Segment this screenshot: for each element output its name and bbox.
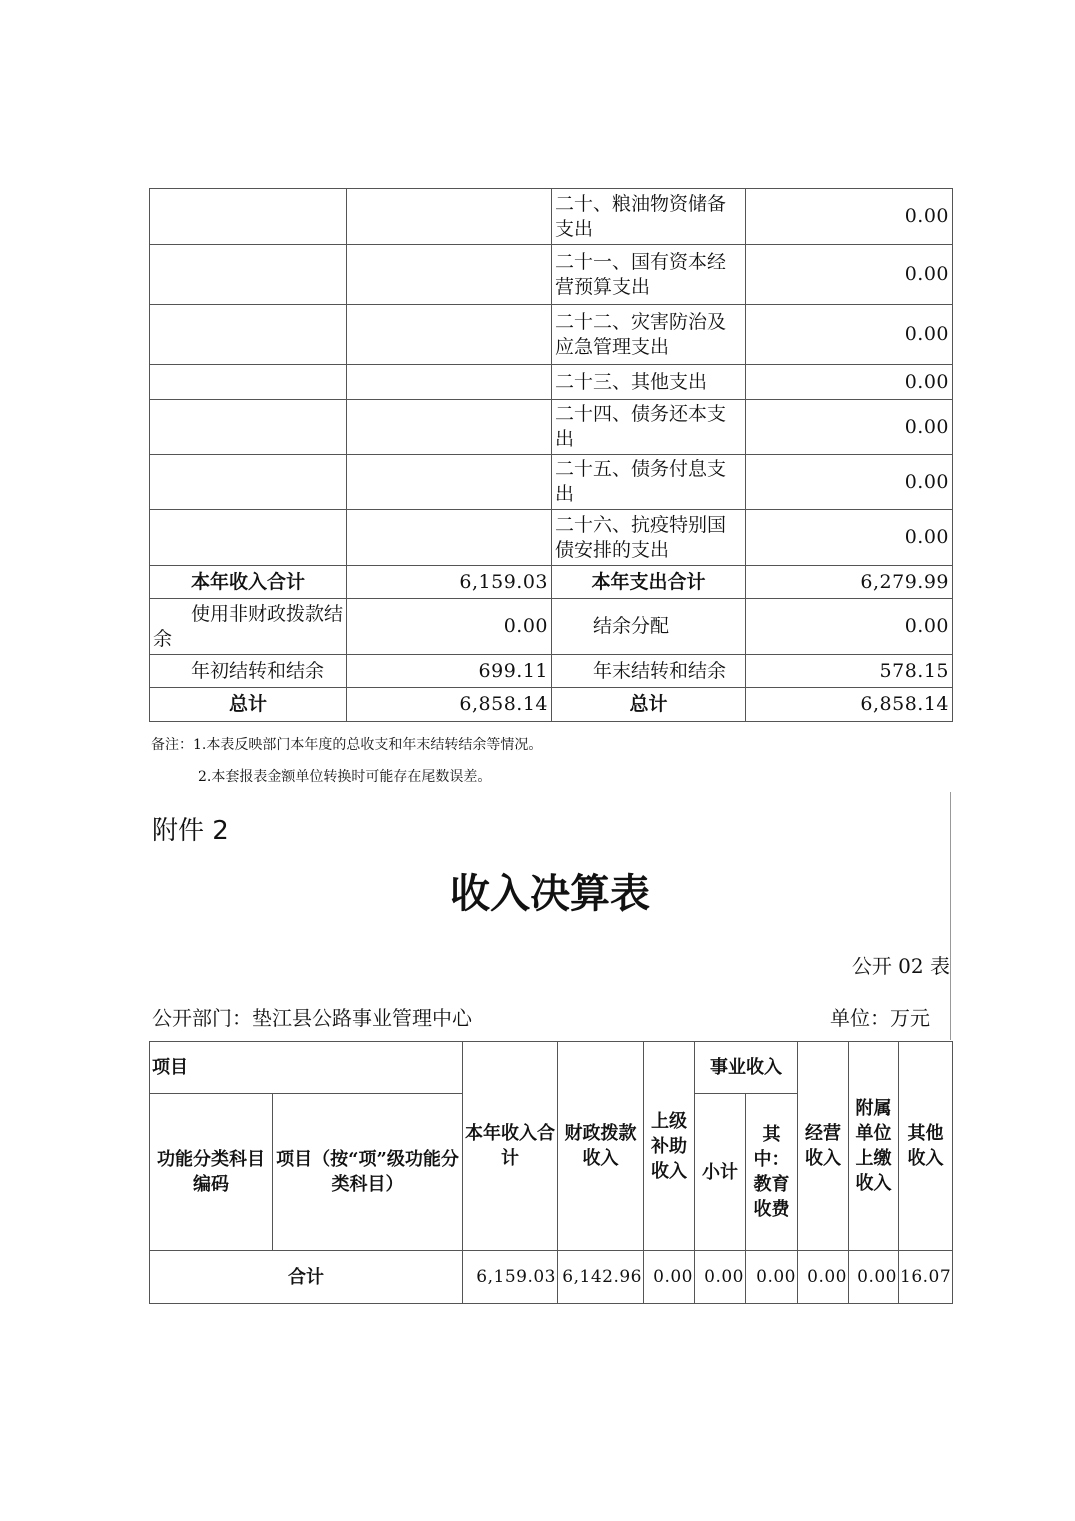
table-row <box>150 245 953 305</box>
total-row-total: 6,159.03 <box>463 1251 558 1304</box>
header-business: 事业收入 <box>695 1042 798 1094</box>
total-row-other: 16.07 <box>899 1251 953 1304</box>
carry-out-value: 578.15 <box>746 655 953 688</box>
note-line-1: 备注：1.本表反映部门本年度的总收支和年末结转结余等情况。 <box>151 737 543 753</box>
table-row <box>150 305 953 365</box>
total-row-edu: 0.00 <box>746 1251 798 1304</box>
expense-value: 0.00 <box>746 455 953 510</box>
expense-value: 0.00 <box>746 365 953 400</box>
expense-item: 二十二、灾害防治及应急管理支出 <box>552 305 746 365</box>
table-row <box>150 189 953 245</box>
expense-total-label: 本年支出合计 <box>552 566 746 599</box>
table-row <box>150 510 953 566</box>
income-total-value: 6,159.03 <box>347 566 552 599</box>
table-row <box>150 455 953 510</box>
grand-income-value: 6,858.14 <box>347 688 552 722</box>
expense-item: 二十四、债务还本支出 <box>552 400 746 455</box>
table-row <box>150 688 953 722</box>
expense-item: 二十五、债务付息支出 <box>552 455 746 510</box>
table-row <box>150 1251 953 1304</box>
header-func-code: 功能分类科目编码 <box>150 1094 273 1251</box>
annex-label: 附件 2 <box>152 816 229 846</box>
header-affiliated: 附属单位上缴收入 <box>849 1042 899 1251</box>
note-line-2: 2.本套报表金额单位转换时可能存在尾数误差。 <box>198 769 492 785</box>
expense-value: 0.00 <box>746 510 953 566</box>
header-total: 本年收入合计 <box>463 1042 558 1251</box>
summary-table <box>149 188 953 722</box>
header-subtotal: 小计 <box>695 1094 746 1251</box>
grand-expense-value: 6,858.14 <box>746 688 953 722</box>
header-func-name: 项目（按“项”级功能分类科目） <box>273 1094 463 1251</box>
table-row <box>150 365 953 400</box>
table-row <box>150 599 953 655</box>
grand-total-label: 总计 <box>150 688 347 722</box>
total-row-superior: 0.00 <box>644 1251 695 1304</box>
header-superior: 上级补助收入 <box>644 1042 695 1251</box>
nonfiscal-value: 0.00 <box>347 599 552 655</box>
expense-item: 二十一、国有资本经营预算支出 <box>552 245 746 305</box>
unit-label: 单位：万元 <box>830 1006 930 1030</box>
total-row-label: 合计 <box>150 1251 463 1304</box>
header-edu: 其中：教育收费 <box>746 1094 798 1251</box>
table-row <box>150 400 953 455</box>
grand-total-label-expense: 总计 <box>552 688 746 722</box>
carry-in-label: 年初结转和结余 <box>150 655 347 688</box>
expense-item: 二十、粮油物资储备支出 <box>552 189 746 245</box>
expense-value: 0.00 <box>746 400 953 455</box>
table-row <box>150 1042 953 1094</box>
total-row-subtotal: 0.00 <box>695 1251 746 1304</box>
form-code: 公开 02 表 <box>851 954 950 978</box>
expense-item: 二十三、其他支出 <box>552 365 746 400</box>
header-fiscal: 财政拨款收入 <box>558 1042 644 1251</box>
carry-out-label: 年末结转和结余 <box>552 655 746 688</box>
table-row <box>150 566 953 599</box>
expense-value: 0.00 <box>746 305 953 365</box>
nonfiscal-label: 使用非财政拨款结余 <box>150 599 347 655</box>
header-other: 其他收入 <box>899 1042 953 1251</box>
header-project: 项目 <box>150 1042 463 1094</box>
total-row-fiscal: 6,142.96 <box>558 1251 644 1304</box>
table-row <box>150 655 953 688</box>
expense-total-value: 6,279.99 <box>746 566 953 599</box>
header-operating: 经营收入 <box>798 1042 849 1251</box>
expense-item: 二十六、抗疫特别国债安排的支出 <box>552 510 746 566</box>
total-row-affiliated: 0.00 <box>849 1251 899 1304</box>
expense-value: 0.00 <box>746 189 953 245</box>
total-row-operating: 0.00 <box>798 1251 849 1304</box>
expense-value: 0.00 <box>746 245 953 305</box>
page-title: 收入决算表 <box>450 870 650 917</box>
income-total-label: 本年收入合计 <box>150 566 347 599</box>
department-label: 公开部门：垫江县公路事业管理中心 <box>152 1006 472 1030</box>
income-table <box>149 1041 953 1304</box>
distribution-label: 结余分配 <box>552 599 746 655</box>
distribution-value: 0.00 <box>746 599 953 655</box>
carry-in-value: 699.11 <box>347 655 552 688</box>
